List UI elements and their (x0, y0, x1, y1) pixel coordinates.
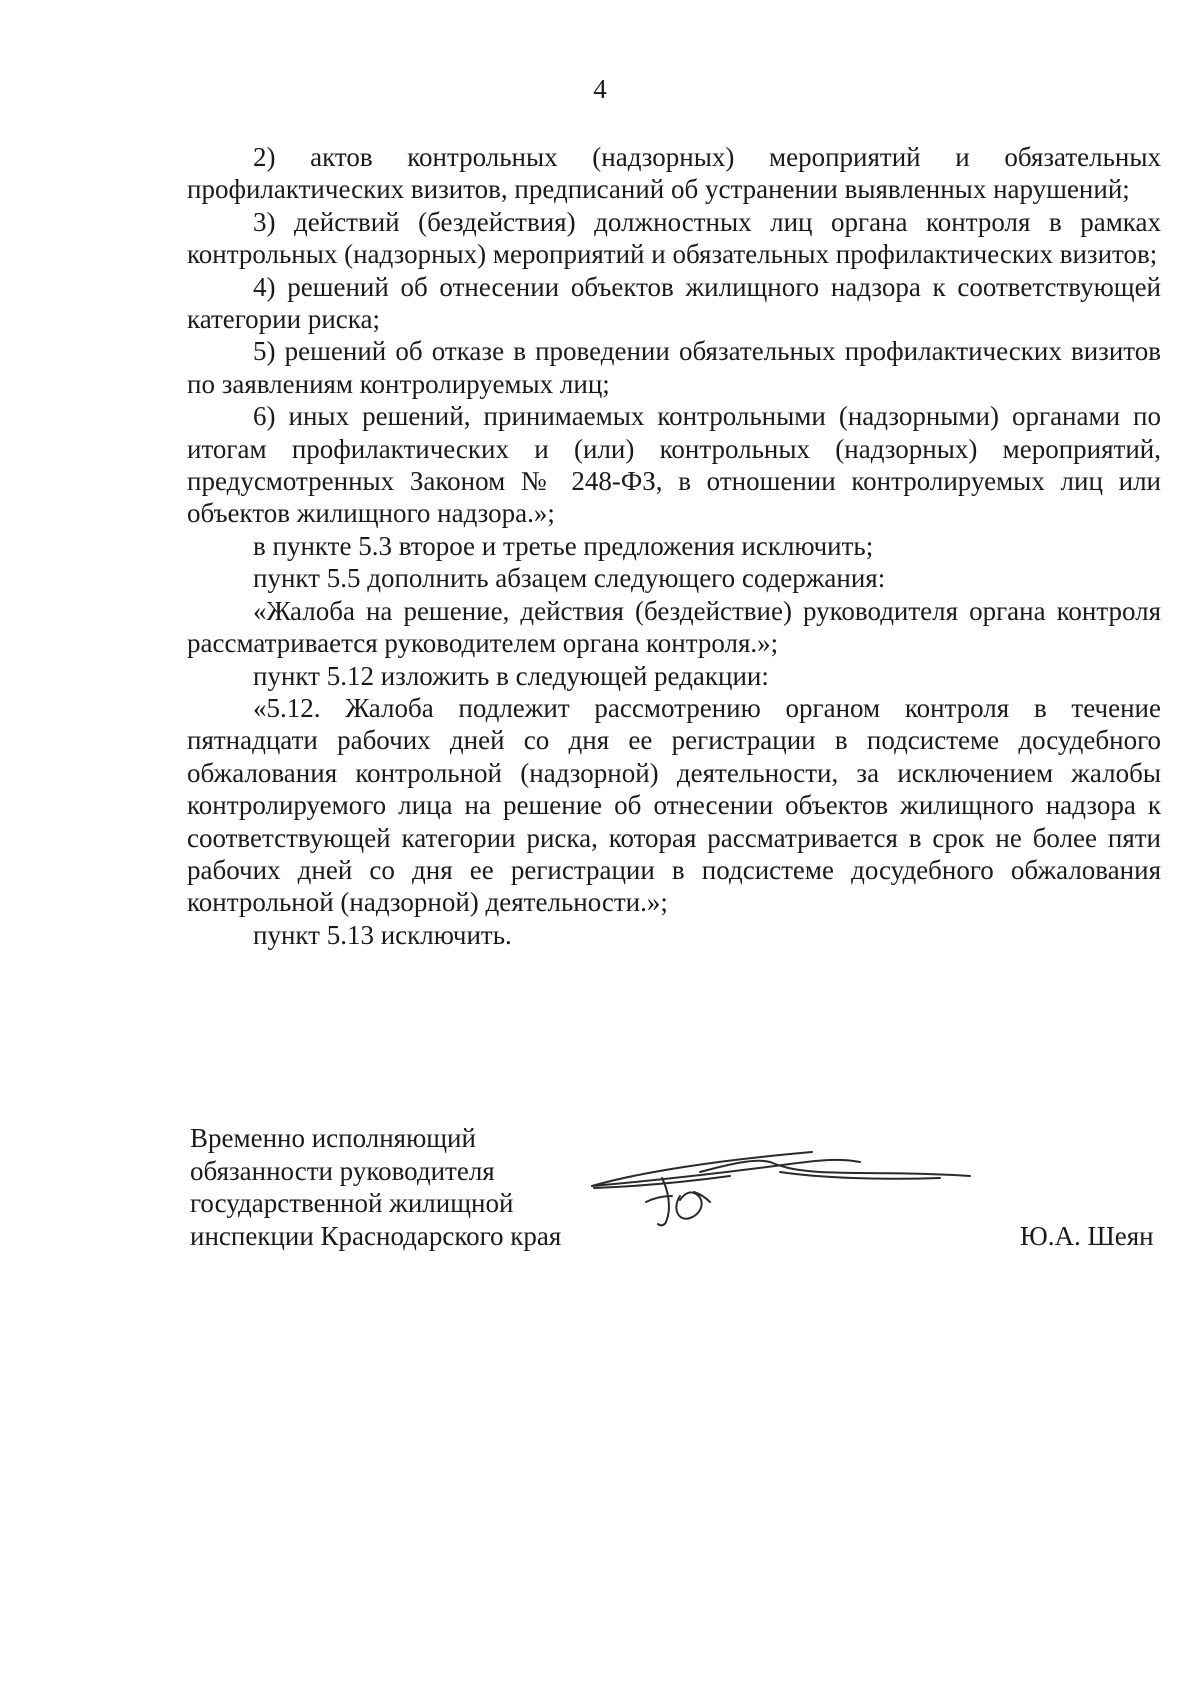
signatory-position-line: инспекции Краснодарского края (190, 1220, 562, 1251)
signatory-position-line: Временно исполняющий (190, 1123, 476, 1153)
paragraph-item-3: 3) действий (бездействия) должностных лиц органа контроля в рамках контрольных (надзорных) мероприятий и обязательных профилактических визитов; (187, 206, 1161, 270)
page-number: 4 (593, 74, 607, 104)
paragraph-item-4: 4) решений об отнесении объектов жилищного надзора к соответствующей категории риска; (187, 271, 1161, 335)
signatory-position-line: государственной жилищной (190, 1188, 514, 1218)
paragraph-quote-5-5: «Жалоба на решение, действия (бездействие) руководителя органа контроля рассматривается руководителем органа контроля.»; (187, 595, 1161, 659)
paragraph-amend-5-3: в пункте 5.3 второе и третье предложения исключить; (253, 530, 874, 561)
paragraph-amend-5-5: пункт 5.5 дополнить абзацем следующего содержания: (253, 563, 886, 594)
paragraph-item-5: 5) решений об отказе в проведении обязательных профилактических визитов по заявлениям контролируемых лиц; (187, 336, 1161, 399)
paragraph-amend-5-12: пункт 5.12 изложить в следующей редакции: (253, 660, 769, 691)
paragraph-item-6: 6) иных решений, принимаемых контрольными (надзорными) органами по итогам профилактических и (или) контрольных (надзорных) мероприятий, предусмотренных Законом № 248-ФЗ, в отношении контролируемых лиц или объектов жилищного надзора.»; (187, 401, 1161, 529)
document-body (187, 141, 1161, 951)
paragraph-quote-5-12: «5.12. Жалоба подлежит рассмотрению органом контроля в течение пятнадцати рабочих дней со дня ее регистрации в подсистеме досудебного обжалования контрольной (надзорной) деятельности, за исключением жалобы контролируемого лица на решение об отнесении объектов жилищного надзора к соответствующей категории риска, которая рассматривается в срок не более пяти рабочих дней со дня ее регистрации в подсистеме досудебного обжалования контрольной (надзорной) деятельности.»; (187, 692, 1161, 918)
paragraph-item-2: 2) актов контрольных (надзорных) мероприятий и обязательных профилактических визитов, предписаний об устранении выявленных нарушений; (187, 142, 1161, 205)
signatory-name: Ю.А. Шеян (1020, 1221, 1154, 1251)
signatory-position-line: обязанности руководителя (190, 1155, 495, 1186)
paragraph-amend-5-13: пункт 5.13 исключить. (253, 919, 512, 950)
handwritten-signature (580, 1150, 980, 1270)
signatory-position (190, 1122, 561, 1252)
